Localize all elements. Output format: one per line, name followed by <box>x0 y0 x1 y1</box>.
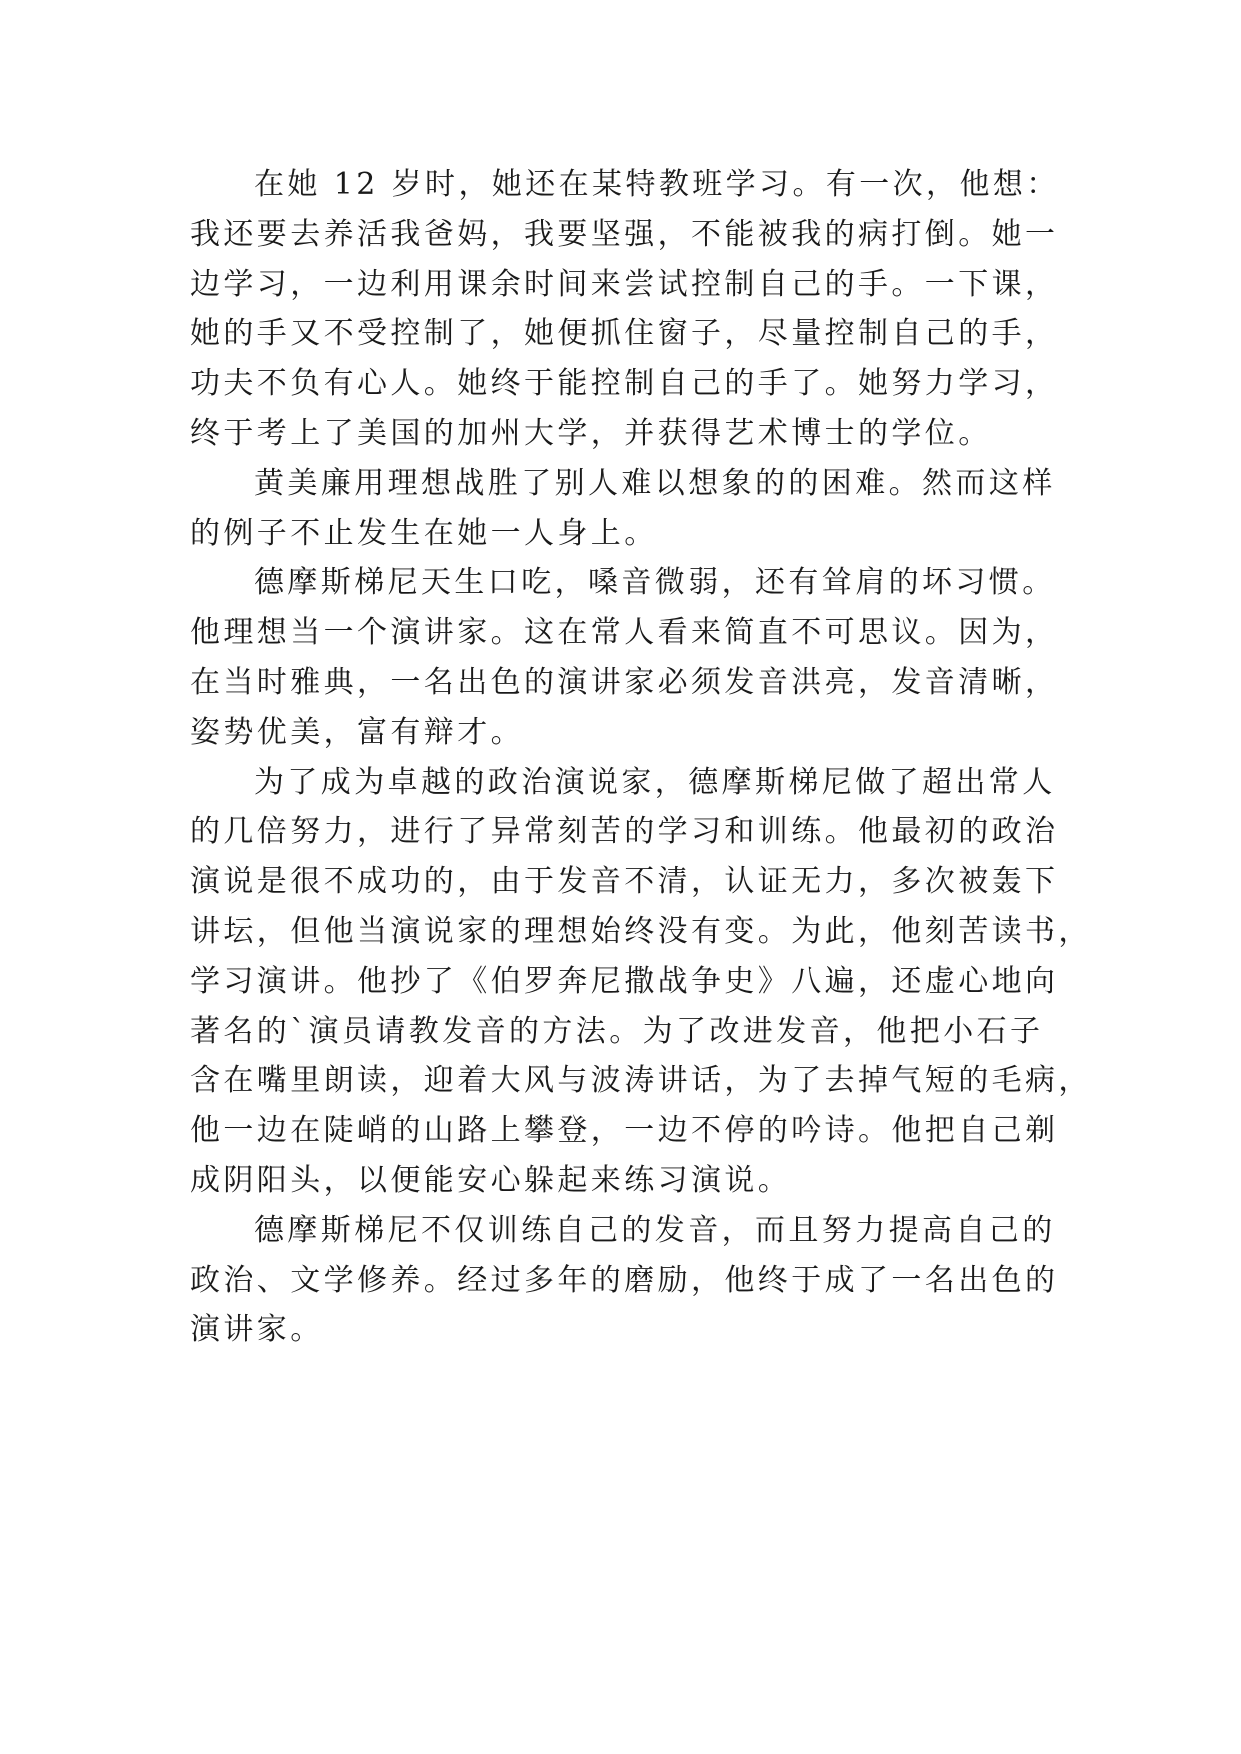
paragraph-line: 演讲家。 <box>190 1312 324 1348</box>
document-body <box>190 160 1092 1355</box>
paragraph-line: 德摩斯梯尼天生口吃，嗓音微弱，还有耸肩的坏习惯。 <box>254 565 1056 601</box>
paragraph-line: 的几倍努力，进行了异常刻苦的学习和训练。他最初的政治 <box>190 814 1059 850</box>
paragraph-line: 讲坛，但他当演说家的理想始终没有变。为此，他刻苦读书， <box>190 913 1092 949</box>
paragraph-line: 他一边在陡峭的山路上攀登，一边不停的吟诗。他把自己剃 <box>190 1113 1059 1149</box>
paragraph-line: 学习演讲。他抄了《伯罗奔尼撒战争史》八遍，还虚心地向 <box>190 963 1059 999</box>
paragraph-line: 黄美廉用理想战胜了别人难以想象的的困难。然而这样 <box>254 465 1056 501</box>
paragraph-4 <box>190 758 1092 1206</box>
paragraph-line: 德摩斯梯尼不仅训练自己的发音，而且努力提高自己的 <box>254 1212 1056 1248</box>
paragraph-line: 政治、文学修养。经过多年的磨励，他终于成了一名出色的 <box>190 1262 1059 1298</box>
paragraph-line: 我还要去养活我爸妈，我要坚强，不能被我的病打倒。她一 <box>190 216 1059 252</box>
paragraph-line: 功夫不负有心人。她终于能控制自己的手了。她努力学习， <box>190 366 1059 402</box>
paragraph-line: 在当时雅典，一名出色的演讲家必须发音洪亮，发音清晰， <box>190 664 1059 700</box>
paragraph-line: 为了成为卓越的政治演说家，德摩斯梯尼做了超出常人 <box>254 764 1056 800</box>
paragraph-3 <box>190 558 1059 757</box>
paragraph-line: 含在嘴里朗读，迎着大风与波涛讲话，为了去掉气短的毛病， <box>190 1063 1092 1099</box>
paragraph-line: 成阴阳头，以便能安心躲起来练习演说。 <box>190 1162 792 1198</box>
paragraph-line: 演说是很不成功的，由于发音不清，认证无力，多次被轰下 <box>190 864 1059 900</box>
paragraph-line: 边学习，一边利用课余时间来尝试控制自己的手。一下课， <box>190 266 1059 302</box>
paragraph-line: 的例子不止发生在她一人身上。 <box>190 515 658 551</box>
paragraph-line: 在她 12 岁时，她还在某特教班学习。有一次，他想： <box>254 167 1060 202</box>
paragraph-5 <box>190 1206 1059 1355</box>
paragraph-line: 她的手又不受控制了，她便抓住窗子，尽量控制自己的手， <box>190 316 1059 352</box>
paragraph-line: 他理想当一个演讲家。这在常人看来简直不可思议。因为， <box>190 615 1059 651</box>
paragraph-line: 姿势优美，富有辩才。 <box>190 714 524 750</box>
paragraph-line: 著名的`演员请教发音的方法。为了改进发音，他把小石子 <box>190 1013 1044 1049</box>
paragraph-1 <box>190 160 1060 459</box>
paragraph-2 <box>190 459 1056 559</box>
paragraph-line: 终于考上了美国的加州大学，并获得艺术博士的学位。 <box>190 415 992 451</box>
